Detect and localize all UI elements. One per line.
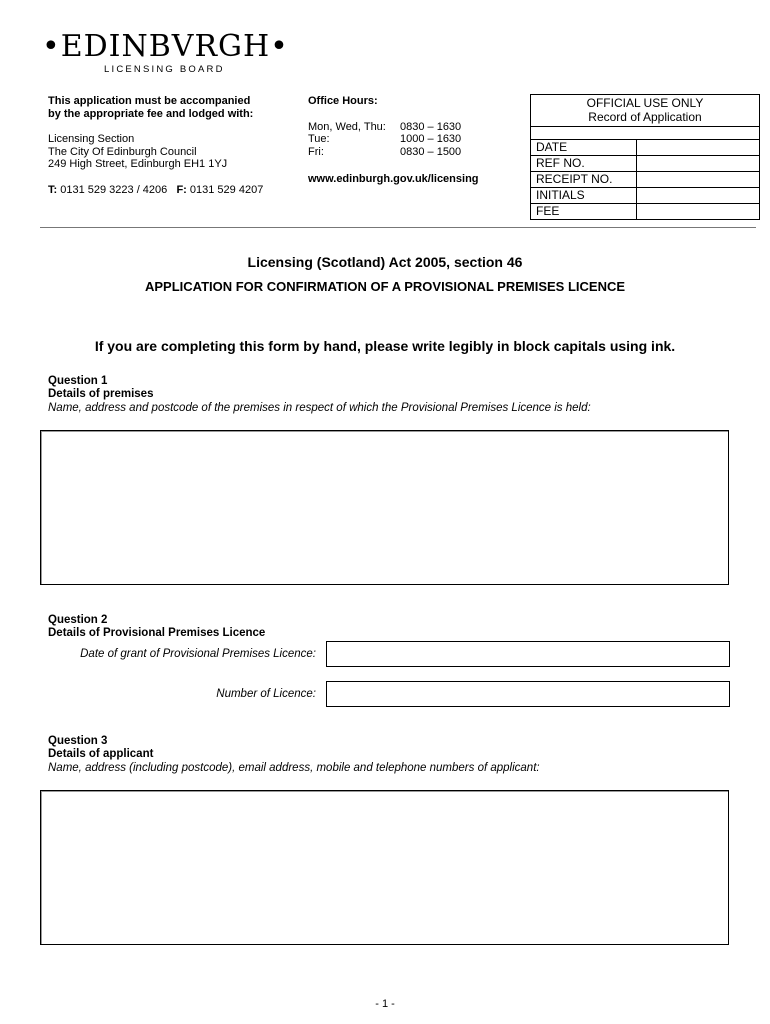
official-label: INITIALS [531, 188, 637, 203]
header-divider [40, 227, 756, 228]
question-number: Question 1 [48, 375, 108, 387]
official-row-receipt [531, 172, 759, 188]
question1-header [48, 375, 748, 415]
question2-header [48, 614, 548, 640]
official-use-subtitle: Record of Application [588, 110, 702, 124]
official-label: DATE [531, 140, 637, 155]
official-label: FEE [531, 204, 637, 219]
licence-number-label: Number of Licence: [216, 688, 316, 700]
official-value-cell [637, 156, 759, 171]
question-number: Question 3 [48, 735, 108, 747]
page-number: - 1 - [375, 998, 395, 1010]
fax-label: F: [176, 183, 187, 196]
tel-value: 0131 529 3223 / 4206 [60, 183, 168, 196]
grant-date-label: Date of grant of Provisional Premises Licence: [80, 648, 316, 660]
question-title: Details of applicant [48, 748, 154, 760]
official-value-cell [637, 188, 759, 203]
act-title: Licensing (Scotland) Act 2005, section 46 [247, 254, 523, 270]
hours-times: 0830 – 1630 [400, 120, 462, 133]
completion-instruction: If you are completing this form by hand, please write legibly in block capitals using ink. [94, 338, 676, 354]
question-description: Name, address and postcode of the premises in respect of which the Provisional Premises Licence is held: [48, 402, 591, 414]
question-title: Details of premises [48, 388, 154, 400]
official-use-box [530, 94, 760, 220]
tel-label: T: [48, 183, 58, 196]
address-line2: The City Of Edinburgh Council [48, 145, 197, 158]
address-line1: Licensing Section [48, 133, 135, 145]
office-hours-table [308, 121, 518, 159]
official-row-date [531, 140, 759, 156]
official-label: REF NO. [531, 156, 637, 171]
question-title: Details of Provisional Premises Licence [48, 627, 266, 639]
official-row-ref [531, 156, 759, 172]
hours-days: Mon, Wed, Thu: [308, 120, 386, 133]
licence-number-field[interactable] [326, 681, 730, 707]
hours-times: 0830 – 1500 [400, 145, 462, 158]
question3-header [48, 735, 748, 775]
phone-fax-line [48, 184, 298, 197]
official-value-cell [637, 140, 759, 155]
question-description: Name, address (including postcode), email address, mobile and telephone numbers of applicant: [48, 762, 540, 774]
premises-details-box[interactable] [40, 430, 729, 585]
hours-times: 1000 – 1630 [400, 133, 462, 145]
hours-days: Fri: [308, 145, 324, 158]
hours-days: Tue: [308, 133, 330, 145]
edinburgh-logo-wordmark: •EDINBVRGH• [42, 29, 289, 64]
official-value-cell [637, 204, 759, 219]
application-title: APPLICATION FOR CONFIRMATION OF A PROVISIONAL PREMISES LICENCE [144, 279, 626, 294]
office-hours-heading: Office Hours: [308, 95, 378, 107]
official-value-cell [637, 172, 759, 187]
submission-note-line1: This application must be accompanied [48, 95, 251, 107]
official-label: RECEIPT NO. [531, 172, 637, 187]
office-hours-block [308, 95, 518, 186]
grant-date-field[interactable] [326, 641, 730, 667]
website-link[interactable]: www.edinburgh.gov.uk/licensing [308, 173, 479, 185]
contact-block [48, 95, 298, 196]
logo-subtitle: LICENSING BOARD [104, 64, 225, 75]
official-use-title: OFFICIAL USE ONLY [586, 96, 704, 110]
official-row-initials [531, 188, 759, 204]
address-line3: 249 High Street, Edinburgh EH1 1YJ [48, 158, 228, 170]
fax-value: 0131 529 4207 [189, 183, 264, 196]
applicant-details-box[interactable] [40, 790, 729, 945]
official-use-heading [531, 95, 759, 127]
official-row-fee [531, 204, 759, 219]
question-number: Question 2 [48, 614, 108, 626]
submission-note-line2: by the appropriate fee and lodged with: [48, 107, 254, 120]
official-use-spacer [531, 127, 759, 140]
